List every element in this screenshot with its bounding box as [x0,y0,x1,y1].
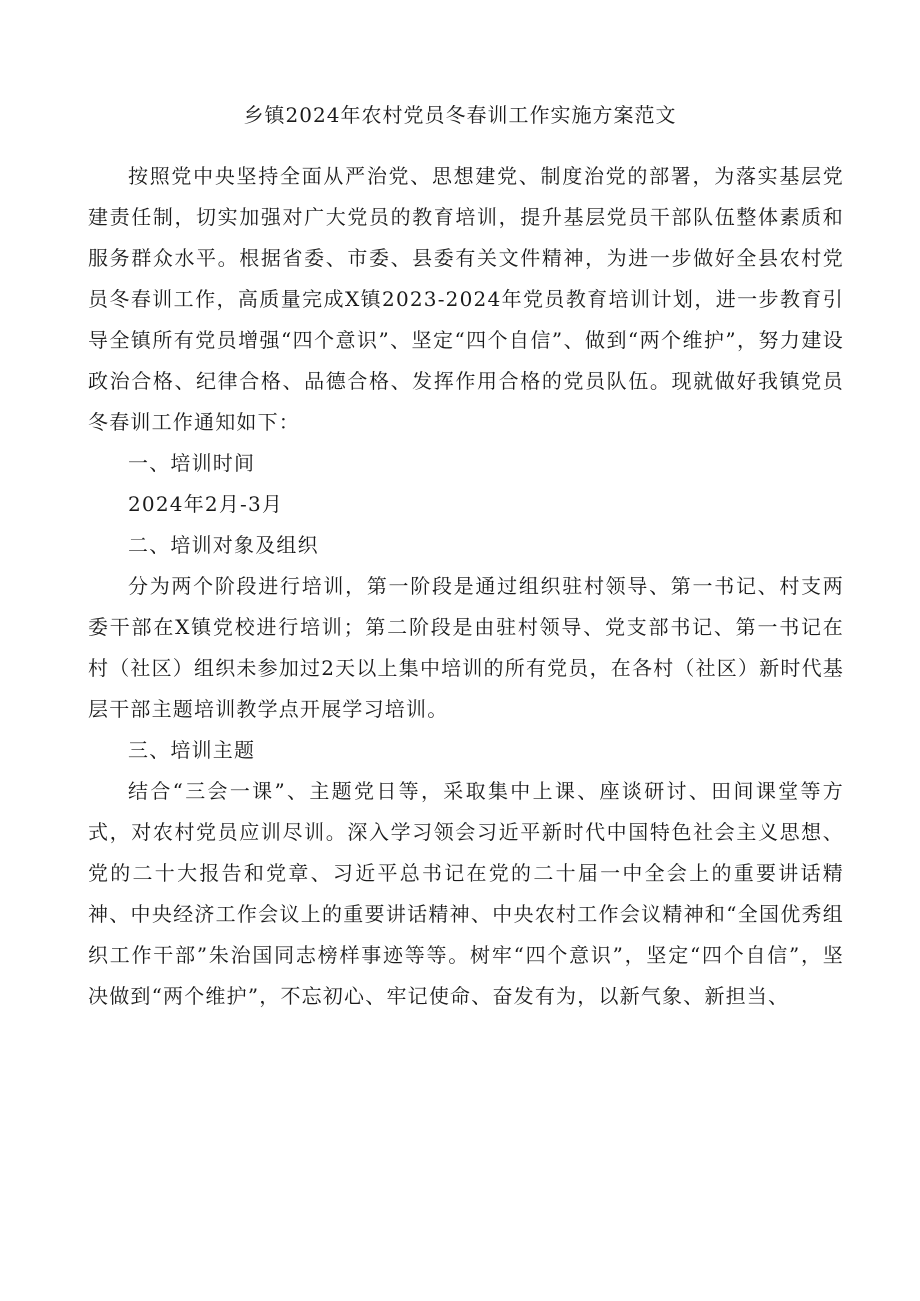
training-theme-paragraph: 结合“三会一课”、主题党日等，采取集中上课、座谈研讨、田间课堂等方式，对农村党员应训尽训。深入学习领会习近平新时代中国特色社会主义思想、党的二十大报告和党章、习近平总书记在党的二十届一中全会上的重要讲话精神、中央经济工作会议上的重要讲话精神、中央农村工作会议精神和“全国优秀组织工作干部”朱治国同志榜样事迹等等。树牢“四个意识”，坚定“四个自信”，坚决做到“两个维护”，不忘初心、牢记使命、奋发有为，以新气象、新担当、 [88,779,844,1008]
section-heading-training-time: 一、培训时间 [128,451,256,475]
document-title: 乡镇2024年农村党员冬春训工作实施方案范文 [243,103,677,127]
training-targets-paragraph: 分为两个阶段进行培训，第一阶段是通过组织驻村领导、第一书记、村支两委干部在X镇党校进行培训；第二阶段是由驻村领导、党支部书记、第一书记在村（社区）组织未参加过2天以上集中培训的所有党员，在各村（社区）新时代基层干部主题培训教学点开展学习培训。 [88,574,844,721]
section-heading-training-targets: 二、培训对象及组织 [128,533,319,557]
section-heading-training-theme: 三、培训主题 [128,738,256,762]
intro-paragraph: 按照党中央坚持全面从严治党、思想建党、制度治党的部署，为落实基层党建责任制，切实加强对广大党员的教育培训，提升基层党员干部队伍整体素质和服务群众水平。根据省委、市委、县委有关文件精神，为进一步做好全县农村党员冬春训工作，高质量完成X镇2023-2024年党员教育培训计划，进一步教育引导全镇所有党员增强“四个意识”、坚定“四个自信”、做到“两个维护”，努力建设政治合格、纪律合格、品德合格、发挥作用合格的党员队伍。现就做好我镇党员冬春训工作通知如下： [88,164,844,434]
document-body [88,156,844,1017]
training-time-value: 2024年2月-3月 [128,492,284,516]
